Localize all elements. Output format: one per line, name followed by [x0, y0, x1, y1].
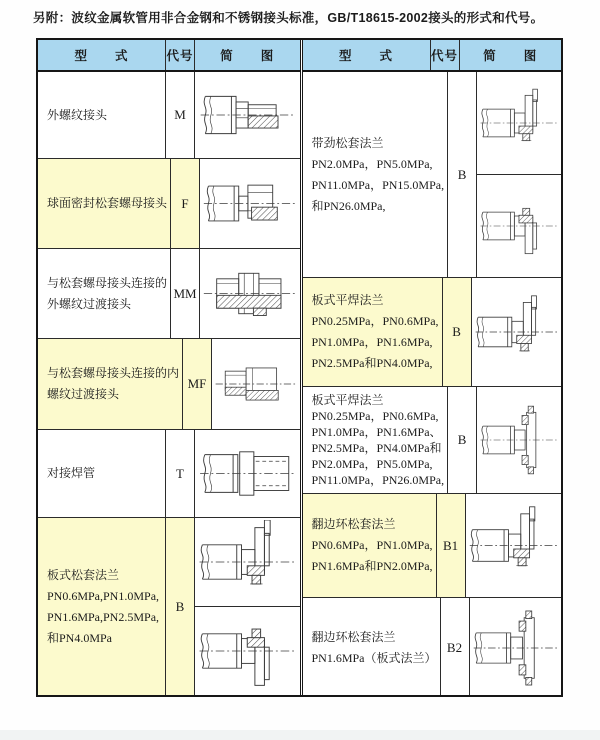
code-cell: B [165, 518, 194, 695]
code-cell: B [447, 387, 476, 493]
header-diagram: 简 图 [459, 40, 562, 70]
diagram-cell [194, 430, 300, 517]
table-row [303, 72, 562, 278]
type-cell [303, 72, 448, 277]
type-text-line: 带劲松套法兰 [311, 135, 384, 150]
table-row [38, 518, 300, 695]
header-type: 型 式 [74, 49, 129, 63]
table-row [38, 430, 300, 518]
table-row [303, 278, 562, 387]
code-cell: MF [182, 339, 211, 429]
type-cell [38, 430, 165, 517]
type-text-line: 螺纹过渡接头 [47, 387, 120, 401]
type-text-line: PN0.6MPa,PN1.0MPa, [47, 588, 160, 603]
type-text-line: 外螺纹接头 [47, 107, 108, 122]
diagram-male-thread [195, 72, 300, 158]
type-text-line: PN1.0MPa，PN1.6MPa, [311, 335, 433, 349]
type-text-line: 球面密封松套螺母接头 [47, 196, 168, 210]
code-cell: B1 [436, 494, 465, 597]
table-header-left [38, 40, 300, 72]
diagram-ball-nut [200, 159, 299, 248]
table-right-half [300, 40, 562, 695]
diagram-cell [199, 249, 299, 338]
type-cell [38, 518, 165, 695]
fittings-table [36, 38, 563, 697]
type-text-line: 翻边环松套法兰 [311, 630, 396, 644]
type-text-line: 外螺纹过渡接头 [47, 296, 132, 311]
header-diagram: 简 图 [194, 40, 300, 70]
code-cell: MM [170, 249, 199, 338]
diagram-neck-flange-down [477, 174, 561, 277]
page-bottom-band [0, 730, 600, 740]
type-cell [38, 339, 182, 429]
diagram-flat-flange-sym [477, 387, 561, 493]
diagram-cell [469, 598, 561, 695]
diagram-butt-weld [195, 430, 300, 517]
type-text-line: PN0.6MPa，PN1.0MPa, [311, 538, 433, 552]
code-cell: B [442, 278, 471, 386]
diagram-cell [476, 72, 561, 277]
table-header-right [303, 40, 562, 72]
header-code: 代号 [165, 40, 194, 70]
type-text-line: PN2.5MPa和PN4.0MPa, [311, 356, 433, 370]
table-left-rows [38, 72, 300, 695]
diagram-lap-flange-b2 [470, 598, 561, 695]
table-left-half [38, 40, 300, 695]
table-row [38, 159, 300, 249]
type-text-line: 与松套螺母接头连接的内 [47, 366, 180, 380]
header-code: 代号 [430, 40, 459, 70]
diagram-cell [194, 72, 300, 158]
diagram-cell [471, 278, 561, 386]
type-text-line: 对接焊管 [47, 466, 96, 480]
type-text-line: PN2.0MPa，PN5.0MPa, [311, 156, 433, 171]
type-cell [303, 387, 448, 493]
type-text-line: 板式平焊法兰 [311, 393, 384, 407]
diagram-neck-flange-up [477, 72, 561, 174]
type-text-line: 板式平焊法兰 [311, 293, 384, 307]
type-cell [303, 278, 442, 386]
table-row [303, 494, 562, 598]
type-text-line: PN1.0MPa，PN1.6MPa、 [311, 425, 442, 439]
table-row [303, 598, 562, 695]
code-cell: M [165, 72, 194, 158]
diagram-cell [476, 387, 561, 493]
type-cell [38, 249, 170, 338]
table-row [38, 339, 300, 430]
table-row [38, 72, 300, 159]
diagram-cell [211, 339, 299, 429]
type-text-line: PN0.25MPa，PN0.6MPa, [311, 409, 439, 423]
type-cell [38, 159, 170, 248]
type-text-line: 和PN26.0MPa, [311, 198, 386, 213]
code-cell: B2 [440, 598, 469, 695]
diagram-plate-flange-up [195, 518, 300, 606]
type-cell [38, 72, 165, 158]
type-text-line: PN11.0MPa，PN15.0MPa, [311, 177, 445, 192]
type-text-line: PN2.0MPa，PN5.0MPa, [311, 457, 433, 471]
type-text-line: PN0.25MPa，PN0.6MPa, [311, 314, 439, 328]
diagram-nipple [200, 249, 299, 338]
type-text-line: PN1.6MPa和PN2.0MPa, [311, 559, 433, 573]
type-text-line: PN1.6MPa（板式法兰） [311, 651, 437, 665]
type-text-line: 与松套螺母接头连接的 [47, 275, 168, 290]
header-type: 型 式 [338, 49, 393, 63]
diagram-cell [194, 518, 300, 695]
diagram-lap-flange [466, 494, 561, 597]
type-text-line: 翻边环松套法兰 [311, 517, 396, 531]
code-cell: F [170, 159, 199, 248]
table-right-rows [303, 72, 562, 695]
type-text-line: PN11.0MPa，PN26.0MPa, [311, 473, 445, 487]
diagram-cell [199, 159, 299, 248]
type-text-line: 和PN4.0MPa [47, 630, 113, 645]
type-text-line: 板式松套法兰 [47, 567, 120, 582]
diagram-flat-flange-up [472, 278, 561, 386]
type-cell [303, 494, 436, 597]
type-text-line: PN2.5MPa，PN4.0MPa和 [311, 441, 442, 455]
diagram-cell [465, 494, 561, 597]
type-cell [303, 598, 440, 695]
page-title: 另附：波纹金属软管用非合金钢和不锈钢接头标准，GB/T18615-2002接头的形式和代号。 [33, 11, 544, 25]
code-cell: B [447, 72, 476, 277]
diagram-plate-flange-down [195, 606, 300, 695]
type-text-line: PN1.6MPa,PN2.5MPa, [47, 609, 160, 624]
table-row [38, 249, 300, 339]
table-row [303, 387, 562, 494]
code-cell: T [165, 430, 194, 517]
diagram-female-adapter [212, 339, 299, 429]
